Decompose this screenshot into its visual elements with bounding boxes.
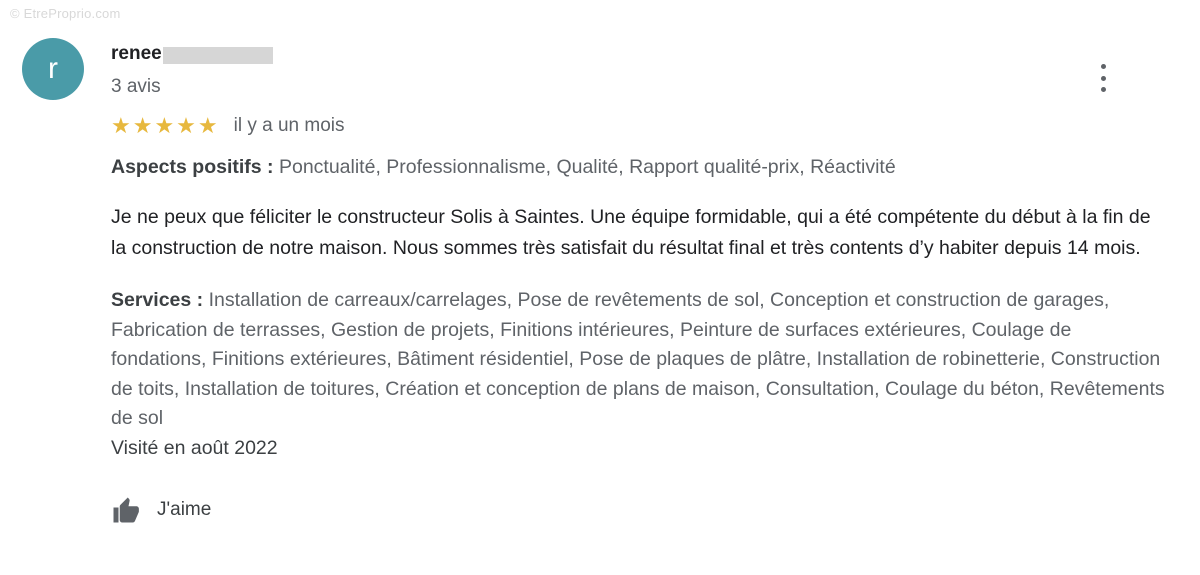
review-header (22, 38, 1172, 100)
reviewer-name-row (111, 43, 273, 65)
reviewer-info (111, 38, 273, 98)
like-button-label: J'aime (157, 498, 212, 520)
rating-row (111, 114, 1172, 138)
thumb-up-icon (111, 495, 141, 525)
star-rating: ★★★★★ (111, 113, 220, 138)
review-text: Je ne peux que féliciter le constructeur Solis à Saintes. Une équipe formidable, qui a été compétente du début à la fin de la construction de notre maison. Nous sommes très satisfait du résultat final et très contents d’y habiter depuis 14 mois. (111, 206, 1151, 259)
like-button[interactable] (111, 495, 246, 525)
review-body (111, 154, 1171, 525)
review-timestamp: il y a un mois (233, 115, 345, 136)
positive-aspects-value: Ponctualité, Professionnalisme, Qualité, Rapport qualité-prix, Réactivité (278, 156, 896, 178)
redaction-bar (163, 47, 273, 64)
positive-aspects-label: Aspects positifs : (111, 156, 274, 178)
avatar: r (22, 38, 84, 100)
services-list (111, 286, 1171, 434)
visit-date: Visité en août 2022 (111, 436, 278, 459)
review-card (22, 38, 1172, 525)
site-watermark: © EtreProprio.com (10, 6, 121, 21)
reviewer-review-count: 3 avis (111, 76, 161, 97)
reviewer-name: renee (111, 43, 162, 64)
positive-aspects (111, 154, 1171, 181)
services-value: Installation de carreaux/carrelages, Pose de revêtements de sol, Conception et construction de garages, Fabrication de terrasses, Gestion de projets, Finitions intérieures, Peinture de surfaces extérieures, Coulage de fondations, Finitions extérieures, Bâtiment résidentiel, Pose de plaques de plâtre, Installation de robinetterie, Construction de toits, Installation de toitures, Création et conception de plans de maison, Consultation, Coulage du béton, Revêtements de sol (111, 289, 1165, 429)
more-vertical-icon[interactable] (1090, 60, 1116, 96)
services-label: Services : (111, 289, 204, 311)
